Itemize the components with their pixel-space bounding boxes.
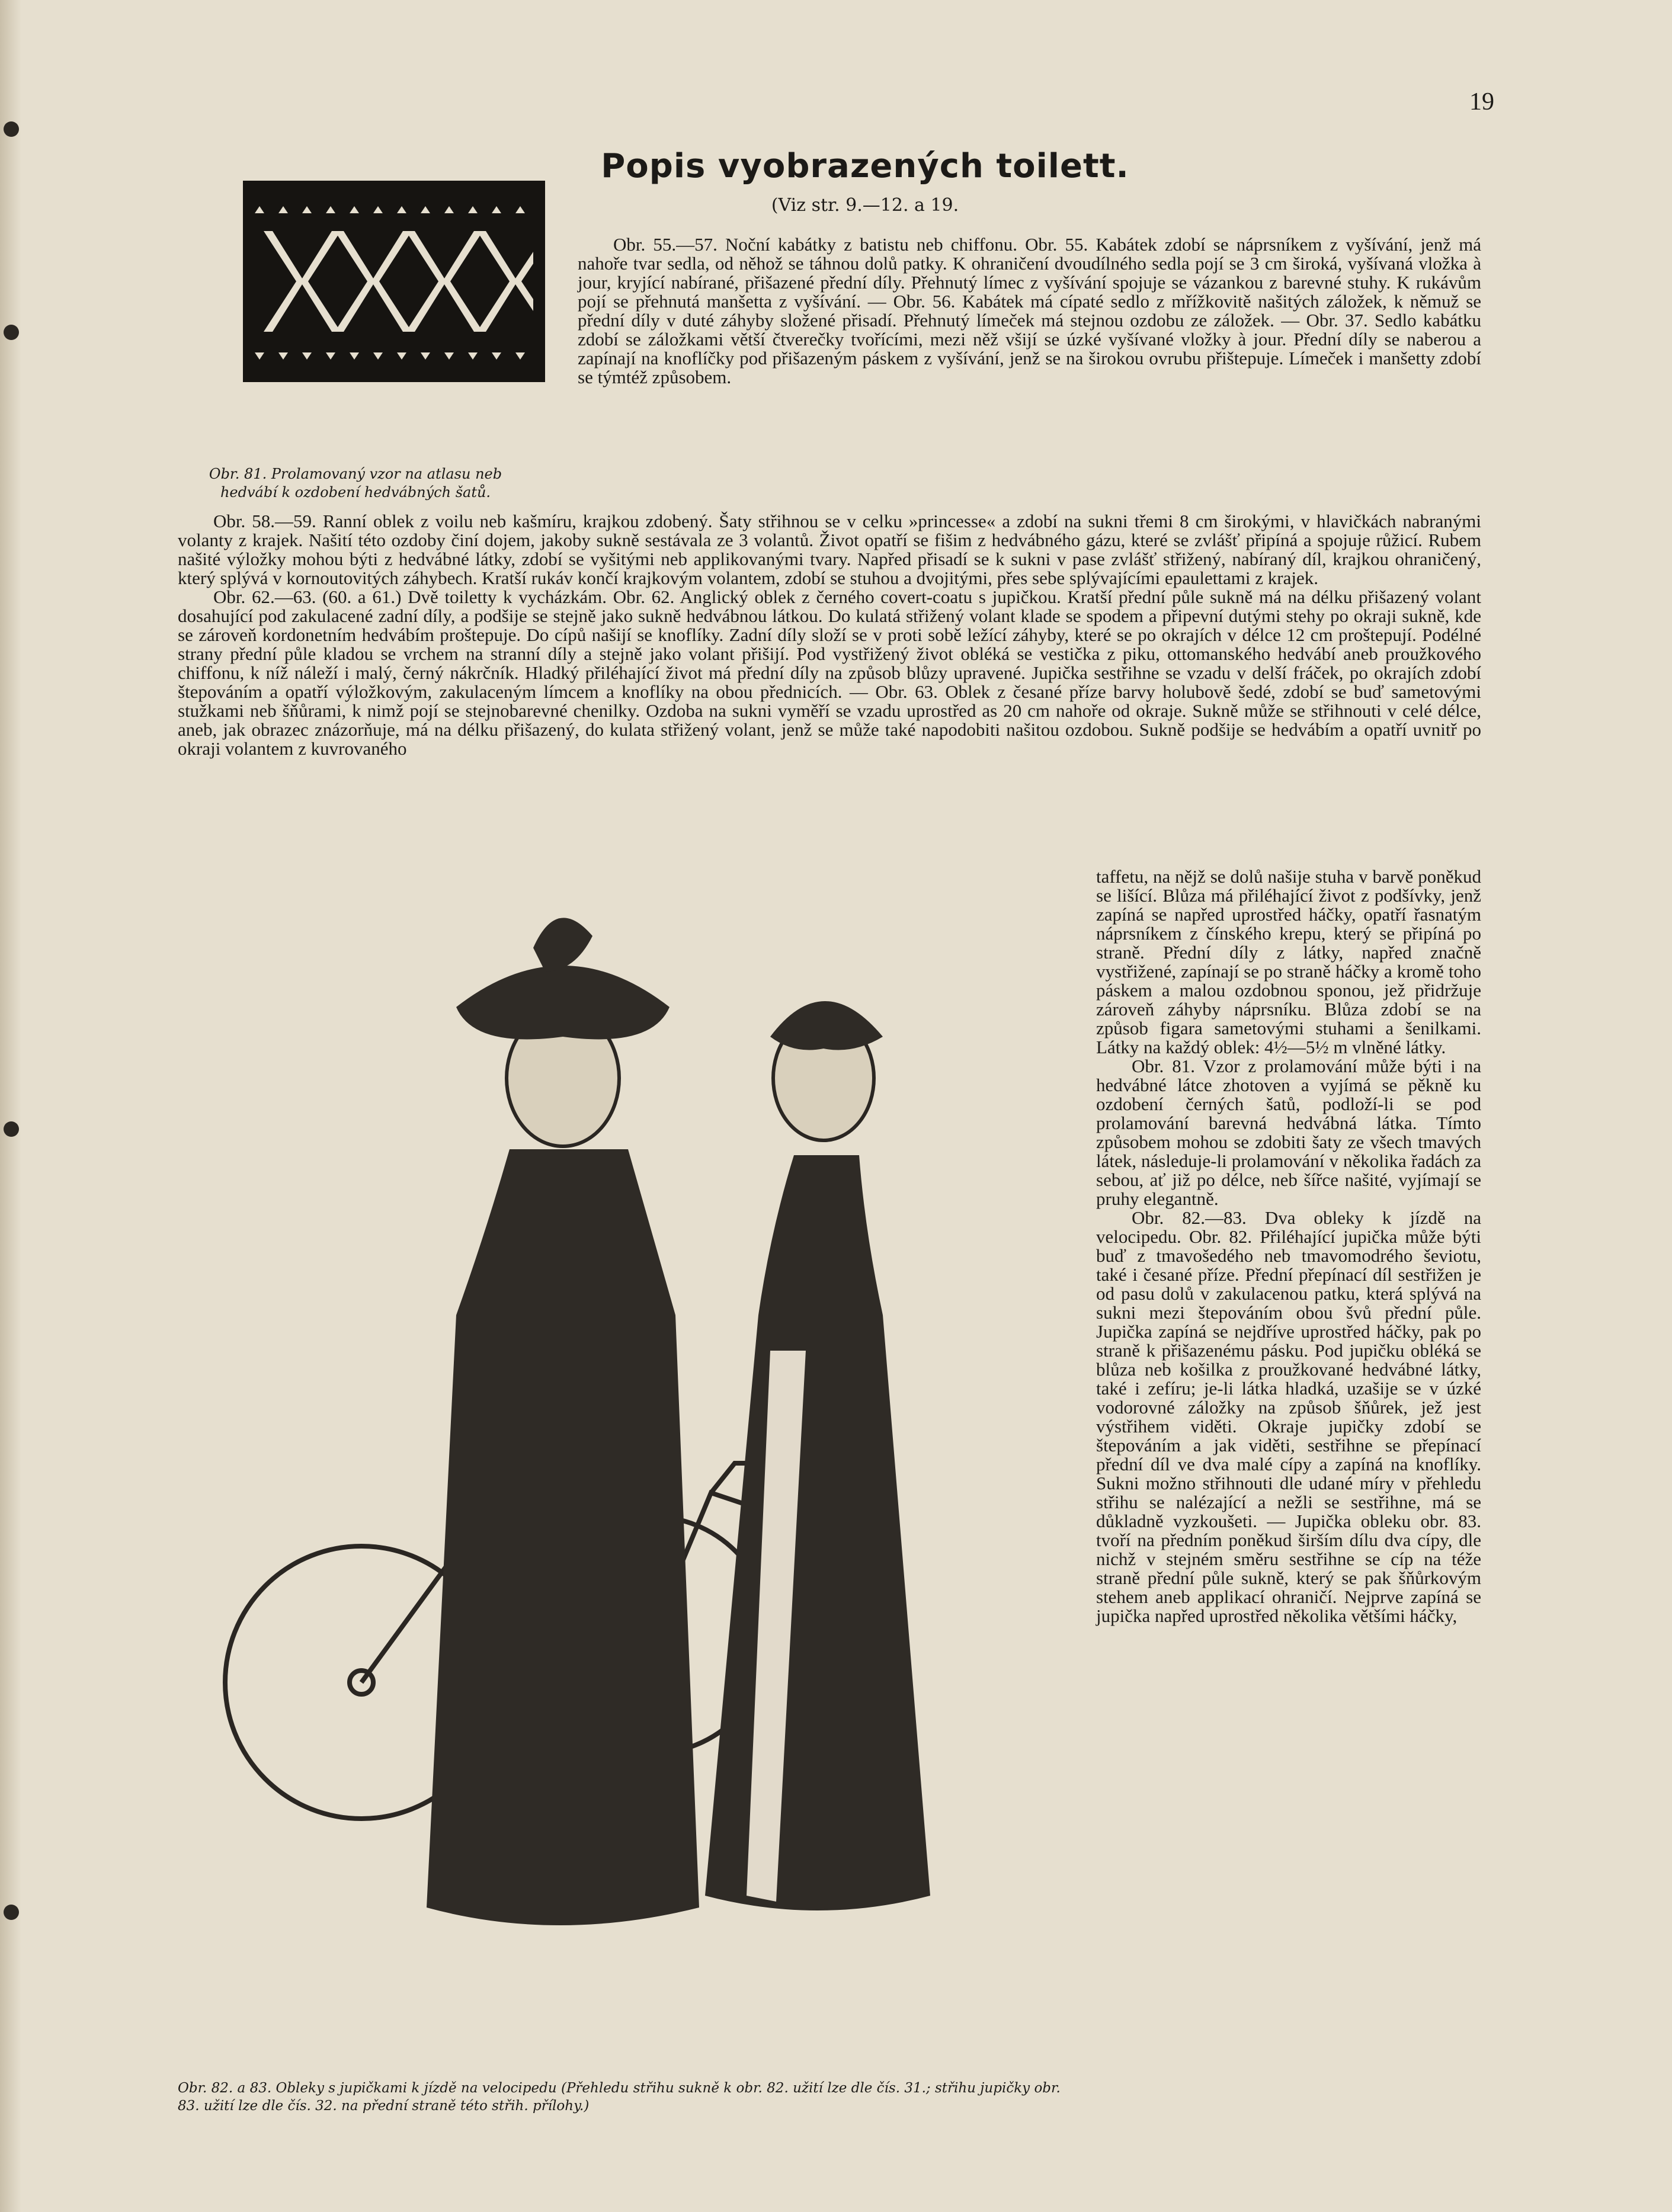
woman-right-dress-shape — [705, 1155, 930, 1910]
title-block — [598, 147, 1132, 216]
page-number: 19 — [1469, 88, 1494, 116]
openwork-pattern-graphic — [243, 181, 545, 382]
binding-hole — [4, 121, 19, 137]
article-paragraph: Obr. 55.—57. Noční kabátky z batistu neb chiffonu. Obr. 55. Kabátek zdobí se náprsníkem z vyšívání, jenž má nahoře tvar sedla, od něhož se táhnou dolů patky. K ohraničení dvoudílného sedla pojí se 3 cm široká, vyšívaná vložka à jour, kryjící nabírané, přišazené přední díly. Přehnutý límec z vyšívání spojuje se vázankou z barevné stuhy. K rukávům pojí se přehnutá manšetta z vyšívání. — Obr. 56. Kabátek má cípaté sedlo z mřížkovitě našitých záložek, k němuž se přední díly v duté záhyby složené přisadí. Přehnutý límeček má stejnou ozdobu ze záložek. — Obr. 37. Sedlo kabátku zdobí se záložkami větší čtverečky tvořícími, mezi něž všijí se úzké vyšívané vložky à jour. Přední díly se naberou a zapínají na knoflíčky pod přišazeným páskem z vyšívání, jenž se na širokou ovrubu přištepuje. Límeček i manšetty zdobí se týmtéž způsobem. — [578, 234, 1481, 387]
article-right-column — [1096, 867, 1481, 1626]
openwork-pattern-illustration — [243, 181, 545, 382]
article-paragraph: Obr. 81. Vzor z prolamování může býti i na hedvábné látce zhotoven a vyjímá se pěkně ku ozdobení černých šatů, podloží-li se pod prolamování barevná hedvábná látka. Tímto způsobem mohou se zdobiti šaty ze všech tmavých látek, následuje-li prolamování v několika řadách za sebou, ať již po délce, neb šířce našité, vyjímají se pruhy elegantně. — [1096, 1056, 1481, 1209]
page-title: Popis vyobrazených toilett. — [601, 147, 1129, 185]
binding-hole — [4, 325, 19, 340]
article-paragraph: Obr. 82.—83. Dva obleky k jízdě na velocipedu. Obr. 82. Přiléhající jupička může býti buď z tmavošedého neb tmavomodrého ševiotu, také i česané příze. Přední přepínací díl sestřižen je od pasu dolů v zakulacenou patku, která splývá na sukni mezi štepováním obou švů přední půle. Jupička zapíná se nejdříve uprostřed háčky, pak po straně k přišazenému pásku. Pod jupičku obléká se blůza neb košilka z proužkované hedvábné látky, také i zefíru; je-li látka hladká, uzašije se v úzké vodorovné záložky na způsob šňůrek, jež jest výstřihem viděti. Okraje jupičky zdobí se štepováním a jak viděti, sestřihne se přepínací přední díl ve dva malé cípy a zapíná na knoflíky. Sukni možno střihnouti dle udané míry v přehledu střihu se nalézající a nežli se sestřihne, má se důkladně vyzkoušeti. — Jupička obleku obr. 83. tvoří na předním poněkud širším dílu dva cípy, dle nichž v stejném směru sestřihne se cíp na téže straně přední půle sukně, který se pak šňůrkovým stehem aneb applikací ohraničí. Nejprve zapíná se jupička napřed uprostřed několika většími háčky, — [1096, 1207, 1481, 1626]
pattern-caption: Obr. 81. Prolamovaný vzor na atlasu neb hedvábí k ozdobení hedvábných šatů. — [209, 466, 502, 501]
article-paragraph: Obr. 62.—63. (60. a 61.) Dvě toiletty k vycházkám. Obr. 62. Anglický oblek z černého covert-coatu s jupičkou. Kratší přední půle sukně má na délku přišazený volant dosahující pod zakulacené zadní díly, a podšije se stejně jako sukně hedvábnou látkou. Do kulatá střižený volant klade se spodem a připevní dutými stehy po okraji sukně, kde se zároveň kordonetním hedvábím proštepuje. Do cípů našijí se knoflíky. Zadní díly složí se v proti sobě ležící záhyby, které se po okrajích v délce 12 cm proštepují. Podélné strany přední půle kladou se vrchem na stranní díly a stejně jako volant přišijí. Pod vystřižený život obléká se vestička z piku, ottomanského hedvábí aneb proužkového chiffonu, k níž náleží i malý, černý nákrčník. Hladký přiléhající život má přední díly na způsob blůzy upravené. Jupička sestřihne se vzadu v delší fráček, po okrajích zdobí štepováním a opatří výložkovým, zakulaceným límcem a knoflíky na obou přednicích. — Obr. 63. Oblek z česané příze barvy holubově šedé, zdobí se buď sametovými stužkami neb šňůrami, k nimž pojí se stejnobarevné chenilky. Ozdoba na sukni vyměří se vzadu uprostřed as 20 cm nahoře od okraje. Sukně může se střihnouti v celé délce, aneb, jak obrazec znázorňuje, má na délku přišazený, do kulata střižený volant, jenž se může také napodobiti našitou ozdobou. Sukně podšije se hedvábím a opatří uvnitř po okraji volantem z kuvrovaného — [178, 586, 1481, 759]
woman-left-dress-shape — [427, 1149, 699, 1925]
article-top-column — [578, 235, 1481, 387]
figure-caption: Obr. 82. a 83. Obleky s jupičkami k jízdě na velocipedu (Přehledu střihu sukně k obr. 82. užití lze dle čís. 31.; střihu jupičky obr. 83. užití lze dle čís. 32. na přední straně této střih. přílohy.) — [178, 2080, 1061, 2114]
woman-left-hat-shape — [456, 966, 670, 1039]
woman-right-hat-shape — [770, 1001, 883, 1050]
page-subtitle: (Viz str. 9.—12. a 19. — [771, 195, 959, 216]
binding-hole — [4, 1905, 19, 1920]
fashion-engraving-illustration — [178, 900, 1084, 2002]
article-paragraph: Obr. 58.—59. Ranní oblek z voilu neb kašmíru, krajkou zdobený. Šaty střihnou se v celku »princesse« a zdobí na sukni třemi 8 cm širokými, v hlavičkách nabranými volanty z krajek. Našití této ozdoby činí dojem, jakoby sukně sestávala ze 3 volantů. Život opatří se fišim z hedvábného gázu, které se zvlášť připíná a spojuje růžicí. Rubem našité výložky mohou býti z hedvábné látky, zdobí se vyšitými neb applikovanými tvary. Napřed přisadí se k sukni v pase zvlášť střižený, nabíraný díl, krajkou ohraničený, který splývá v kornoutovitých záhybech. Kratší rukáv končí krajkovým volantem, zdobí se stuhou a dvojitými, přes sebe splývajícími epaulettami z krajek. — [178, 511, 1481, 588]
article-paragraph: taffetu, na nějž se dolů našije stuha v barvě poněkud se lišící. Blůza má přiléhající život z podšívky, jenž zapíná se napřed uprostřed háčky, opatří řasnatým náprsníkem z čínského krepu, který se připíná po straně. Přední díly z látky, napřed značně vystřižené, zapínají se po straně háčky a kromě toho páskem a malou ozdobnou sponou, jež přidržuje zároveň záhyby náprsníku. Blůza zdobí se na způsob figara sametovými stuhami a šenilkami. Látky na každý oblek: 4½—5½ m vlněné látky. — [1096, 866, 1481, 1057]
binding-hole — [4, 1121, 19, 1137]
cyclists-engraving-graphic — [178, 900, 1084, 2002]
article-full-width-text — [178, 512, 1481, 758]
